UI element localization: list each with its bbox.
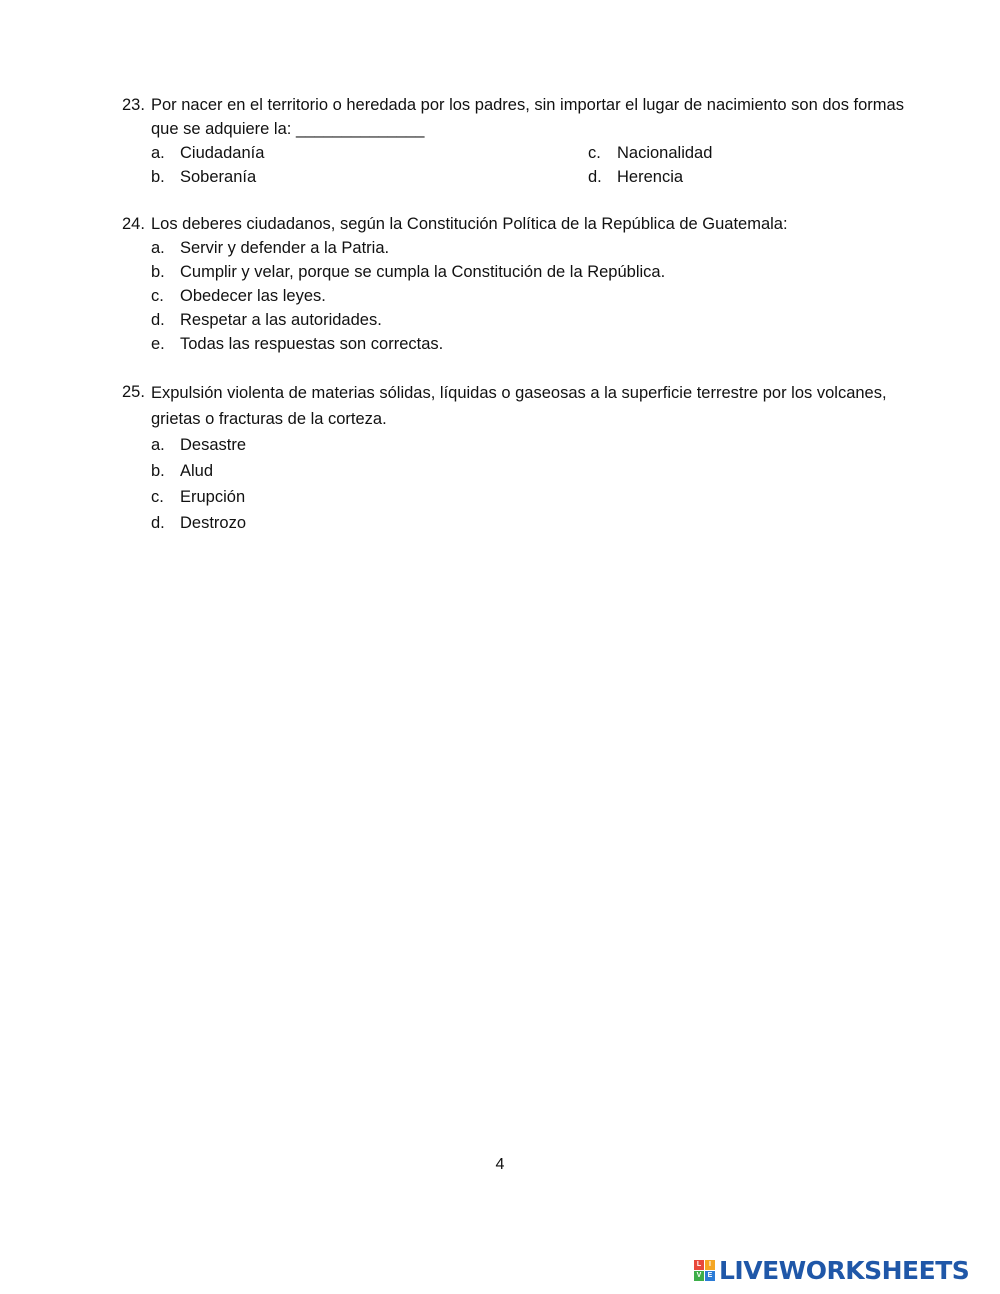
option-a[interactable] bbox=[151, 141, 451, 165]
option-text: Desastre bbox=[180, 436, 247, 454]
liveworksheets-logo[interactable] bbox=[694, 1255, 969, 1285]
answer-options bbox=[151, 432, 922, 536]
logo-tile-e: E bbox=[705, 1271, 715, 1281]
option-letter: c. bbox=[151, 488, 164, 506]
option-d[interactable] bbox=[151, 308, 922, 332]
answer-options bbox=[151, 236, 922, 356]
option-text: Cumplir y velar, porque se cumpla la Constitución de la República. bbox=[180, 263, 666, 281]
option-letter: a. bbox=[151, 144, 165, 162]
option-d[interactable] bbox=[588, 165, 888, 189]
option-text: Erupción bbox=[180, 488, 246, 506]
option-letter: b. bbox=[151, 462, 165, 480]
answer-options bbox=[151, 141, 922, 189]
option-c[interactable] bbox=[588, 141, 888, 165]
option-d[interactable] bbox=[151, 510, 922, 536]
option-text: Soberanía bbox=[180, 168, 257, 186]
option-c[interactable] bbox=[151, 284, 922, 308]
question-25 bbox=[122, 380, 922, 536]
question-24 bbox=[122, 212, 922, 356]
option-b[interactable] bbox=[151, 165, 451, 189]
question-23 bbox=[122, 93, 922, 189]
question-number: 24. bbox=[122, 215, 145, 233]
option-letter: a. bbox=[151, 436, 165, 454]
option-text: Respetar a las autoridades. bbox=[180, 311, 382, 329]
option-e[interactable] bbox=[151, 332, 922, 356]
option-a[interactable] bbox=[151, 432, 922, 458]
logo-icon bbox=[694, 1260, 715, 1281]
question-text: Por nacer en el territorio o heredada por los padres, sin importar el lugar de nacimiento son dos formas que se adquiere la: ______________ bbox=[151, 96, 904, 138]
option-b[interactable] bbox=[151, 458, 922, 484]
option-text: Todas las respuestas son correctas. bbox=[180, 335, 444, 353]
option-text: Ciudadanía bbox=[180, 144, 265, 162]
question-text: Expulsión violenta de materias sólidas, líquidas o gaseosas a la superficie terrestre por los volcanes, grietas o fracturas de la corteza. bbox=[151, 384, 887, 428]
logo-tile-v: V bbox=[694, 1271, 704, 1281]
logo-tile-l: L bbox=[694, 1260, 704, 1270]
option-letter: d. bbox=[151, 311, 165, 329]
option-text: Obedecer las leyes. bbox=[180, 287, 326, 305]
question-number: 25. bbox=[122, 383, 145, 401]
option-c[interactable] bbox=[151, 484, 922, 510]
option-a[interactable] bbox=[151, 236, 922, 260]
logo-tile-i: I bbox=[705, 1260, 715, 1270]
option-letter: e. bbox=[151, 335, 165, 353]
option-letter: c. bbox=[588, 144, 601, 162]
option-text: Herencia bbox=[617, 168, 684, 186]
page-number: 4 bbox=[495, 1156, 505, 1173]
option-letter: a. bbox=[151, 239, 165, 257]
question-number: 23. bbox=[122, 96, 145, 114]
option-letter: b. bbox=[151, 168, 165, 186]
option-letter: d. bbox=[588, 168, 602, 186]
option-text: Destrozo bbox=[180, 514, 247, 532]
option-b[interactable] bbox=[151, 260, 922, 284]
option-text: Alud bbox=[180, 462, 214, 480]
option-text: Servir y defender a la Patria. bbox=[180, 239, 390, 257]
question-text: Los deberes ciudadanos, según la Constitución Política de la República de Guatemala: bbox=[151, 215, 788, 233]
brand-name: LIVEWORKSHEETS bbox=[719, 1255, 970, 1285]
option-letter: d. bbox=[151, 514, 165, 532]
option-letter: b. bbox=[151, 263, 165, 281]
option-text: Nacionalidad bbox=[617, 144, 713, 162]
option-letter: c. bbox=[151, 287, 164, 305]
